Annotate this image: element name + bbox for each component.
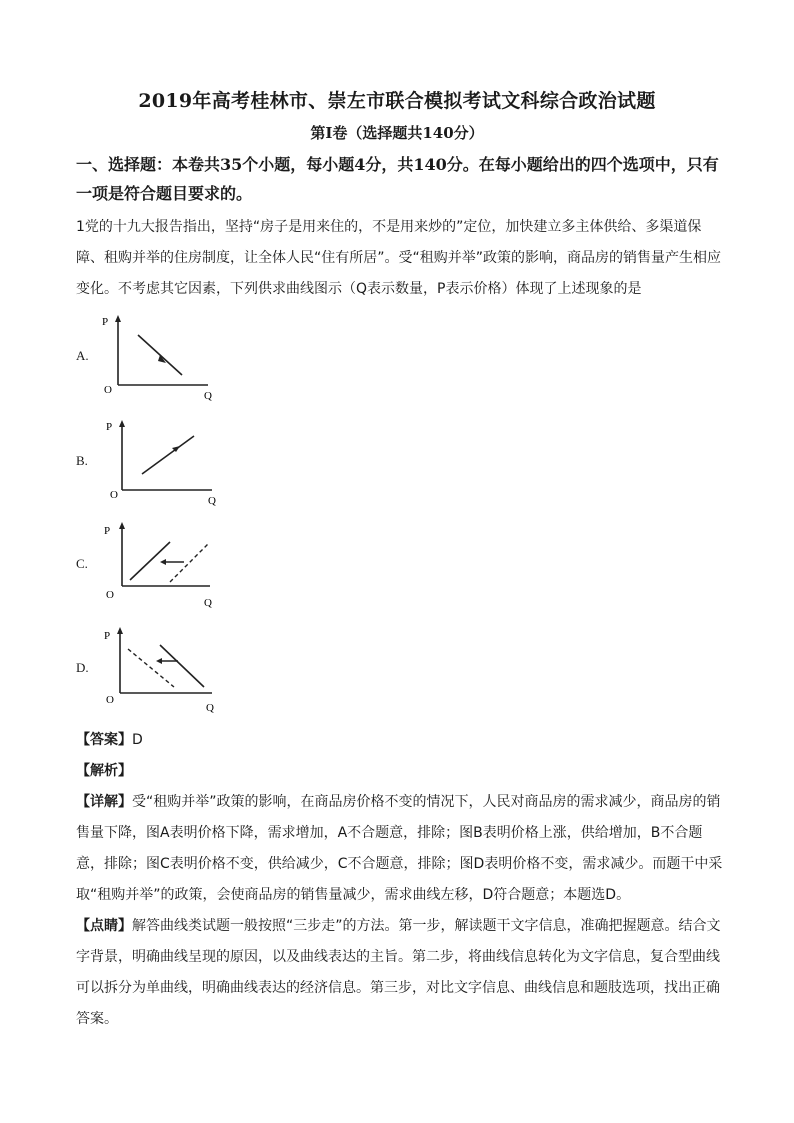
page-title: 2019年高考桂林市、崇左市联合模拟考试文科综合政治试题 [138,90,656,112]
analysis-line [76,756,726,787]
answer-tag: 【答案】 [76,732,132,748]
tip-text: 解答曲线类试题一般按照“三步走”的方法。第一步，解读题干文字信息，准确把握题意。结合文字背景，明确曲线呈现的原因，以及曲线表达的主旨。第二步，将曲线信息转化为文字信息，复合型曲线可以拆分为单曲线，明确曲线表达的经济信息。第三步，对比文字信息、曲线信息和题肢选项，找出正确答案。 [76,918,721,1027]
option-c-origin: O [106,589,114,601]
section-instructions: 一、选择题：本卷共35个小题，每小题4分，共140分。在每小题给出的四个选项中，只有一项是符合题目要求的。 [76,155,719,203]
option-a-axis-x: Q [204,390,212,402]
option-d-graph [100,625,230,715]
detail-tag: 【详解】 [76,794,132,810]
page-subtitle: 第Ⅰ卷（选择题共140分） [310,124,484,142]
option-d-origin: O [106,694,114,706]
option-c-label: C. [76,556,88,571]
option-b-axis-y: P [106,421,113,433]
answer-line [76,725,726,756]
option-b-graph [100,418,230,508]
question-1-text: 1党的十九大报告指出，坚持“房子是用来住的，不是用来炒的”定位，加快建立多主体供给、多渠道保障、租购并举的住房制度，让全体人民“住有所居”。受“租购并举”政策的影响，商品房的销售量产生相应变化。不考虑其它因素，下列供求曲线图示（Q表示数量，P表示价格）体现了上述现象的是 [76,219,722,297]
option-a-origin: O [104,384,112,396]
option-a-axis-y: P [102,316,109,328]
option-a-graph [96,313,226,403]
detail-paragraph [76,787,726,911]
option-b-origin: O [110,489,118,501]
answer-section [76,725,726,1035]
tip-paragraph [76,911,726,1035]
analysis-tag: 【解析】 [76,763,132,779]
option-c-graph [100,520,230,614]
option-b-axis-x: Q [208,495,216,507]
option-a-label: A. [76,348,89,363]
detail-text: 受“租购并举”政策的影响，在商品房价格不变的情况下，人民对商品房的需求减少，商品房的销售量下降，图A表明价格下降，需求增加，A不合题意，排除；图B表明价格上涨，供给增加，B不合题意，排除；图C表明价格不变，供给减少，C不合题意，排除；图D表明价格不变，需求减少。而题干中采取“租购并举”的政策，会使商品房的销售量减少，需求曲线左移，D符合题意；本题选D。 [76,794,723,903]
answer-value: D [132,732,143,748]
tip-tag: 【点睛】 [76,918,132,934]
option-b-label: B. [76,453,88,468]
option-d-axis-x: Q [206,702,214,714]
option-d-axis-y: P [104,630,111,642]
option-d-label: D. [76,660,89,675]
option-c-axis-y: P [104,525,111,537]
option-c-axis-x: Q [204,597,212,609]
